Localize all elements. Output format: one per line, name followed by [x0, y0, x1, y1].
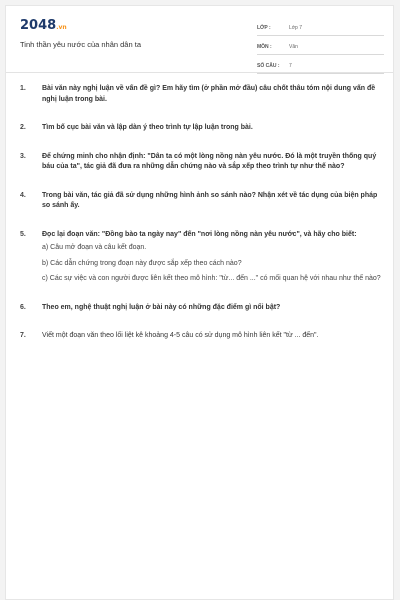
meta-label: SỐ CÂU : — [257, 62, 280, 69]
logo-ext: .vn — [56, 24, 67, 31]
question-body — [42, 152, 384, 173]
question-item — [20, 152, 384, 173]
question-body — [42, 230, 384, 285]
meta-info — [257, 20, 384, 77]
question-body — [42, 84, 384, 105]
header-divider — [6, 72, 393, 73]
question-item — [20, 191, 384, 212]
meta-row-class — [257, 20, 384, 36]
question-number: 3. — [20, 152, 26, 160]
question-number: 2. — [20, 124, 26, 131]
question-item — [20, 84, 384, 105]
question-text: Theo em, nghệ thuật nghị luận ở bài này có những đặc điểm gì nổi bật? — [42, 303, 281, 311]
question-number: 5. — [20, 230, 26, 238]
worksheet-header — [6, 6, 393, 72]
question-number: 4. — [20, 191, 26, 199]
question-text: Bài văn này nghị luận về vấn đề gì? Em hãy tìm (ở phần mở đầu) câu chốt thâu tóm nội dung vấn đề nghị luận trong bài. — [42, 85, 376, 103]
meta-label: MÔN : — [257, 43, 272, 50]
question-body — [42, 303, 384, 314]
question-body — [42, 191, 384, 212]
question-number: 7. — [20, 332, 26, 339]
question-text: Đọc lại đoạn văn: "Đồng bào ta ngày nay" đến "nơi lòng nồng nàn yêu nước", và hãy cho biết: — [42, 230, 357, 238]
question-body — [42, 331, 384, 342]
question-number: 6. — [20, 303, 26, 311]
meta-label: LỚP : — [257, 24, 271, 31]
question-item — [20, 123, 384, 134]
question-text: Viết một đoạn văn theo lối liệt kê khoảng 4-5 câu có sử dụng mô hình liên kết "từ ... đến". — [42, 332, 319, 339]
question-list — [20, 84, 384, 360]
meta-row-subject — [257, 39, 384, 55]
meta-value: 7 — [289, 62, 292, 69]
logo-brand: 2048 — [20, 18, 57, 33]
question-body — [42, 123, 384, 134]
question-item — [20, 331, 384, 342]
document-title: Tinh thần yêu nước của nhân dân ta — [20, 40, 141, 49]
question-subitem: b) Các dẫn chứng trong đoạn này được sắp xếp theo cách nào? — [42, 259, 242, 267]
meta-value: Văn — [289, 43, 298, 50]
site-logo[interactable] — [20, 18, 67, 33]
meta-value: Lớp 7 — [289, 24, 303, 31]
question-text: Trong bài văn, tác giả đã sử dụng những hình ảnh so sánh nào? Nhận xét về tác dụng của biện pháp so sánh ấy. — [42, 191, 378, 209]
question-item — [20, 303, 384, 314]
question-item — [20, 230, 384, 285]
question-subitem: c) Các sự việc và con người được liên kết theo mô hình: "từ... đến ..." có mối quan hệ với nhau như thế nào? — [42, 275, 381, 282]
worksheet — [5, 5, 394, 600]
question-text: Tìm bố cục bài văn và lập dàn ý theo trình tự lập luận trong bài. — [42, 124, 253, 131]
question-subitem: a) Câu mở đoạn và câu kết đoạn. — [42, 244, 147, 251]
question-text: Để chứng minh cho nhận định: "Dân ta có một lòng nồng nàn yêu nước. Đó là một truyền thống quý báu của ta", tác giả đã đưa ra những dẫn chứng nào và sắp xếp theo trình tự như thế nào? — [42, 152, 377, 170]
question-number: 1. — [20, 85, 26, 92]
